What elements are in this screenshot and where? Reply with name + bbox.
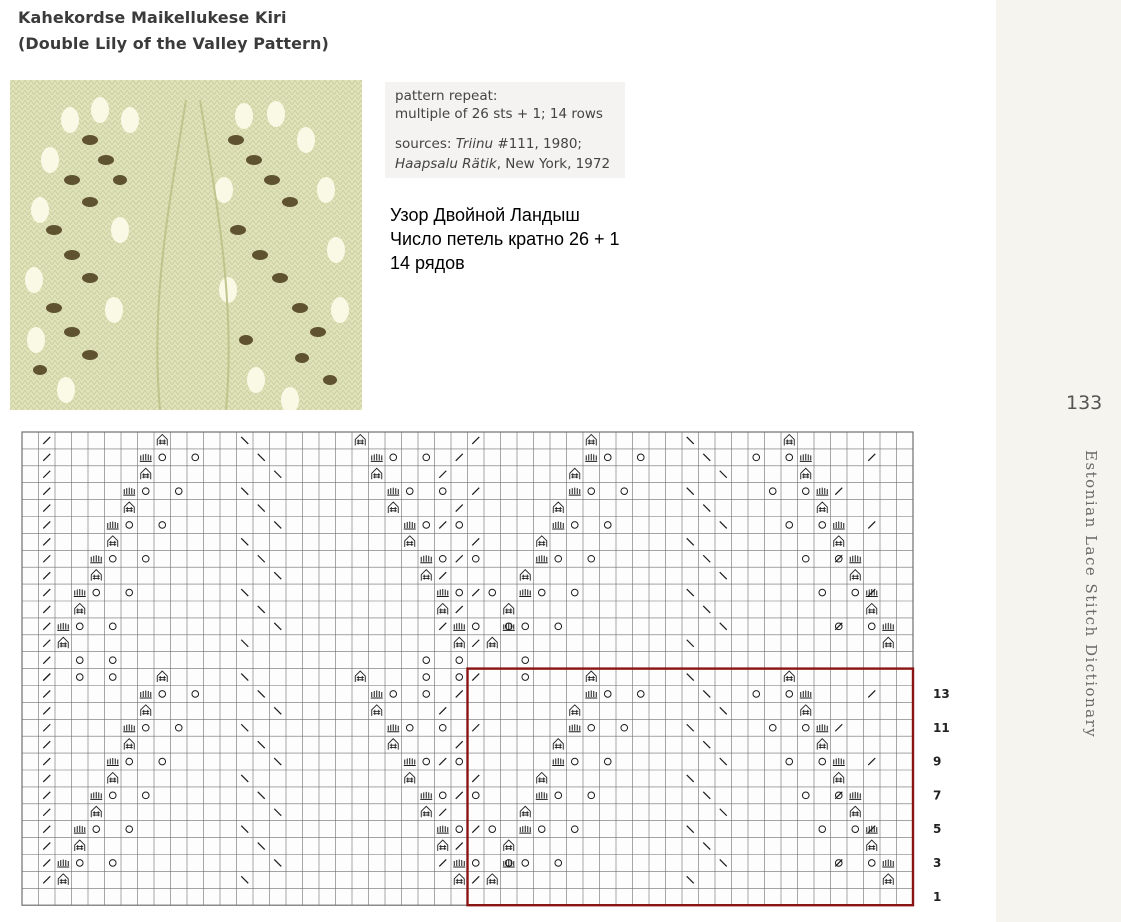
row-label: 9 (933, 754, 942, 769)
row-label: 5 (933, 822, 942, 837)
running-title: Estonian Lace Stitch Dictionary (1082, 450, 1100, 739)
source-2-title: Haapsalu Rätik (395, 156, 497, 172)
sources-line-1 (395, 136, 582, 152)
source-1-title: Triinu (455, 136, 494, 152)
russian-row-count: 14 рядов (390, 253, 465, 273)
russian-stitch-count: Число петель кратно 26 + 1 (390, 229, 620, 249)
title-english: (Double Lily of the Valley Pattern) (18, 34, 329, 53)
repeat-label: pattern repeat: (395, 88, 498, 104)
sources-label: sources: (395, 136, 452, 152)
row-label: 1 (933, 889, 942, 904)
knitting-chart (16, 424, 956, 922)
source-1-detail: #111, 1980; (493, 136, 582, 152)
sources-line-2 (395, 156, 610, 172)
row-label: 13 (933, 686, 950, 701)
title-estonian: Kahekordse Maikellukese Kiri (18, 8, 287, 27)
source-2-detail: , New York, 1972 (496, 156, 611, 172)
russian-title: Узор Двойной Ландыш (390, 205, 580, 225)
row-label: 7 (933, 788, 942, 803)
right-page-margin (996, 0, 1121, 922)
knitted-swatch-photo (10, 80, 362, 410)
row-label: 3 (933, 855, 942, 870)
page-number: 133 (1066, 392, 1103, 414)
row-label: 11 (933, 720, 950, 735)
repeat-value: multiple of 26 sts + 1; 14 rows (395, 106, 603, 122)
